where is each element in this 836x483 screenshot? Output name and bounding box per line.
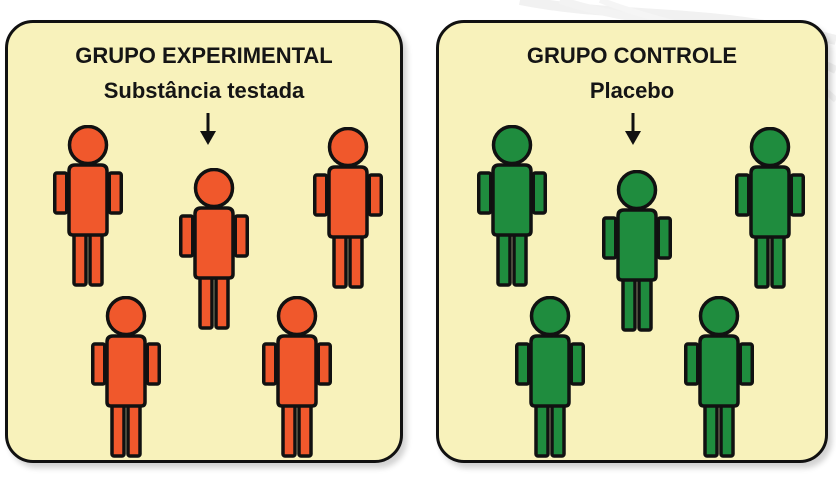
down-arrow-icon: [623, 111, 643, 147]
experimental-group-subtitle: Substância testada: [103, 78, 305, 103]
control-person-figure: [477, 125, 547, 287]
experimental-person-figure: [313, 127, 383, 289]
experimental-person-figure: [179, 168, 249, 330]
control-person-figure: [735, 127, 805, 289]
experimental-person-figure: [91, 296, 161, 458]
control-person-figure: [684, 296, 754, 458]
experimental-person-figure: [262, 296, 332, 458]
control-group-subtitle: Placebo: [589, 78, 675, 103]
experimental-group-panel: [5, 20, 403, 463]
control-group-title: GRUPO CONTROLE: [526, 43, 738, 68]
experimental-person-figure: [53, 125, 123, 287]
experimental-group-title: GRUPO EXPERIMENTAL: [75, 43, 333, 68]
down-arrow-icon: [198, 111, 218, 147]
control-person-figure: [515, 296, 585, 458]
control-person-figure: [602, 170, 672, 332]
control-group-panel: [436, 20, 828, 463]
